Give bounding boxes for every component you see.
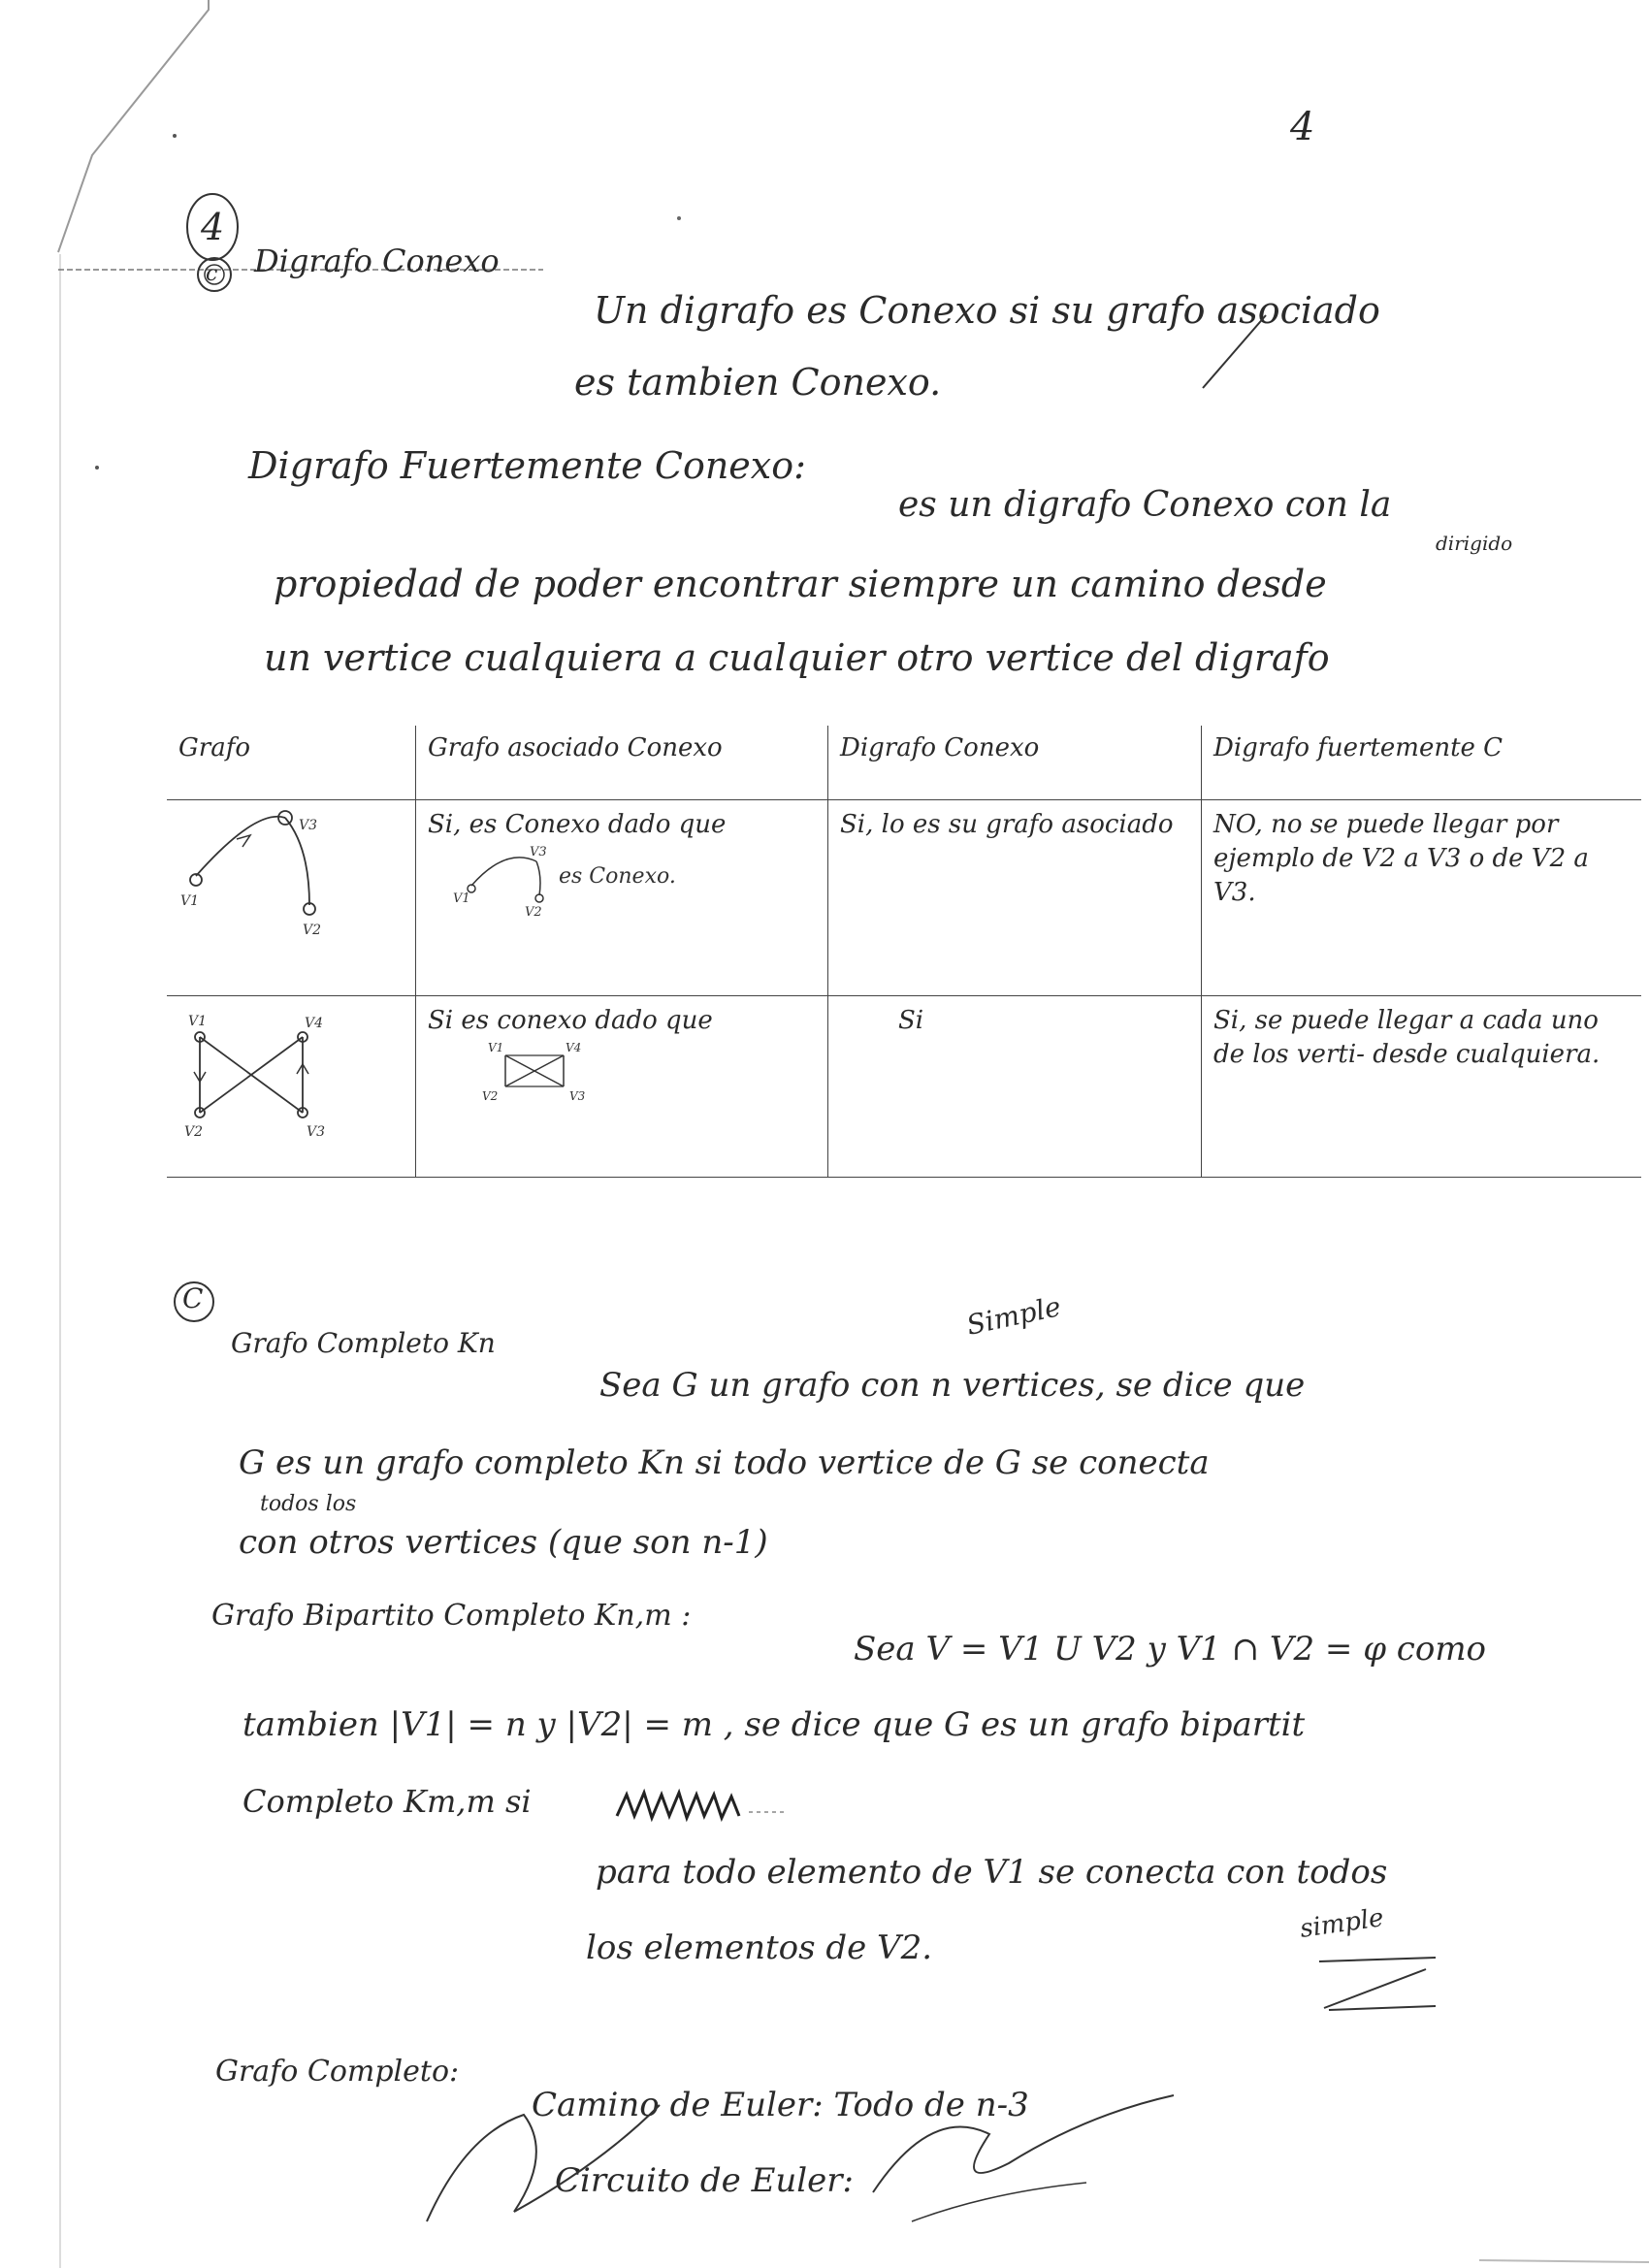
cell-conexo-1 <box>828 800 1202 996</box>
header-grafo-asociado: Grafo asociado Conexo <box>416 726 828 800</box>
graph-comparison-table <box>167 726 1641 1178</box>
check-mark-1 <box>1198 310 1276 398</box>
table-row <box>167 996 1641 1178</box>
cell-conexo-2 <box>828 996 1202 1178</box>
fuertemente-line1: es un digrafo Conexo con la <box>898 485 1392 525</box>
cell-graph-1 <box>167 800 416 996</box>
vertex-label: V2 <box>184 1124 204 1140</box>
vertex-label: V4 <box>566 1041 582 1055</box>
bipartito-line5: los elementos de V2. <box>586 1928 933 1967</box>
vertex-label: V3 <box>569 1089 586 1104</box>
vertex-label: V2 <box>303 923 322 938</box>
fuertemente-heading: Digrafo Fuertemente Conexo: <box>248 444 806 487</box>
completo-heading: Grafo Completo Kn <box>231 1327 496 1359</box>
sub-marker-bottom: C <box>182 1282 204 1314</box>
completo-line1: Sea G un grafo con n vertices, se dice que <box>599 1366 1306 1405</box>
asociado-tail-1: es Conexo. <box>559 864 676 890</box>
cell-asociado-2 <box>416 996 828 1178</box>
table-row <box>167 800 1641 996</box>
asociado-text-2: Si es conexo dado que <box>428 1006 713 1035</box>
asociado-text-1: Si, es Conexo dado que <box>428 810 727 839</box>
fuertemente-insert: dirigido <box>1436 532 1513 555</box>
section-marker-number: 4 <box>201 206 225 248</box>
vertex-label: V1 <box>188 1014 208 1029</box>
bipartito-line4: para todo elemento de V1 se conecta con todos <box>596 1853 1388 1892</box>
vertex-label: V1 <box>453 891 470 907</box>
fuerte-text-1: NO, no se puede llegar por ejemplo de V2 a V3 o de V2 a V3. <box>1213 810 1589 908</box>
digrafo-conexo-heading: Digrafo Conexo <box>254 243 500 279</box>
digrafo-conexo-def-line2: es tambien Conexo. <box>574 361 942 404</box>
vertex-label: V3 <box>299 818 318 833</box>
vertex-label: V2 <box>525 905 542 921</box>
vertex-label: V3 <box>530 845 547 860</box>
completo-simple-note: Simple <box>963 1290 1064 1342</box>
completo-insert: todos los <box>260 1492 357 1516</box>
conexo-text-1: Si, lo es su grafo asociado <box>840 810 1174 839</box>
bipartito-line1: Sea V = V1 U V2 y V1 ∩ V2 = φ como <box>854 1630 1487 1669</box>
scribble-out <box>613 1787 788 1826</box>
vertex-label: V1 <box>488 1041 504 1055</box>
cell-fuerte-2 <box>1202 996 1642 1178</box>
bipartito-line2: tambien |V1| = n y |V2| = m , se dice que G es un grafo bipartit <box>242 1705 1306 1744</box>
associated-graph-2-drawing <box>428 1038 661 1116</box>
vertex-label: V2 <box>482 1089 499 1104</box>
vertex-label: V4 <box>305 1016 324 1031</box>
fuertemente-line2: propiedad de poder encontrar siempre un camino desde <box>274 563 1327 605</box>
cell-graph-2 <box>167 996 416 1178</box>
digraph-2-drawing <box>178 1004 392 1150</box>
bipartito-heading: Grafo Bipartito Completo Kn,m : <box>211 1599 692 1633</box>
header-digrafo-conexo: Digrafo Conexo <box>828 726 1202 800</box>
bipartito-simple-note: simple <box>1298 1903 1386 1944</box>
check-mark-2 <box>1310 1950 1465 2018</box>
cell-fuerte-1 <box>1202 800 1642 996</box>
signature-scribble <box>407 2076 1222 2241</box>
completo-line3: con otros vertices (que son n-1) <box>239 1523 768 1562</box>
fuerte-text-2: Si, se puede llegar a cada uno de los verti- desde cualquiera. <box>1213 1006 1600 1070</box>
completo-line2: G es un grafo completo Kn si todo vertice de G se conecta <box>239 1443 1210 1482</box>
vertex-label: V3 <box>307 1124 326 1140</box>
fuertemente-line3: un vertice cualquiera a cualquier otro vertice del digrafo <box>264 636 1330 679</box>
associated-graph-1-drawing <box>428 842 676 921</box>
header-fuertemente: Digrafo fuertemente C <box>1202 726 1642 800</box>
footer-camino: Camino de Euler: Todo de n-3 <box>532 2086 1029 2124</box>
digraph-1-drawing <box>178 808 392 963</box>
digrafo-conexo-def-line1: Un digrafo es Conexo si su grafo asociado <box>594 289 1380 332</box>
footer-circuito: Circuito de Euler: <box>555 2161 855 2200</box>
footer-heading: Grafo Completo: <box>215 2055 460 2089</box>
sub-marker-top: c <box>206 262 218 286</box>
cell-asociado-1 <box>416 800 828 996</box>
page-number: 4 <box>1290 105 1315 149</box>
header-grafo: Grafo <box>167 726 416 800</box>
bipartito-line3: Completo Km,m si <box>242 1783 532 1820</box>
conexo-text-2: Si <box>898 1006 924 1035</box>
vertex-label: V1 <box>180 893 200 909</box>
